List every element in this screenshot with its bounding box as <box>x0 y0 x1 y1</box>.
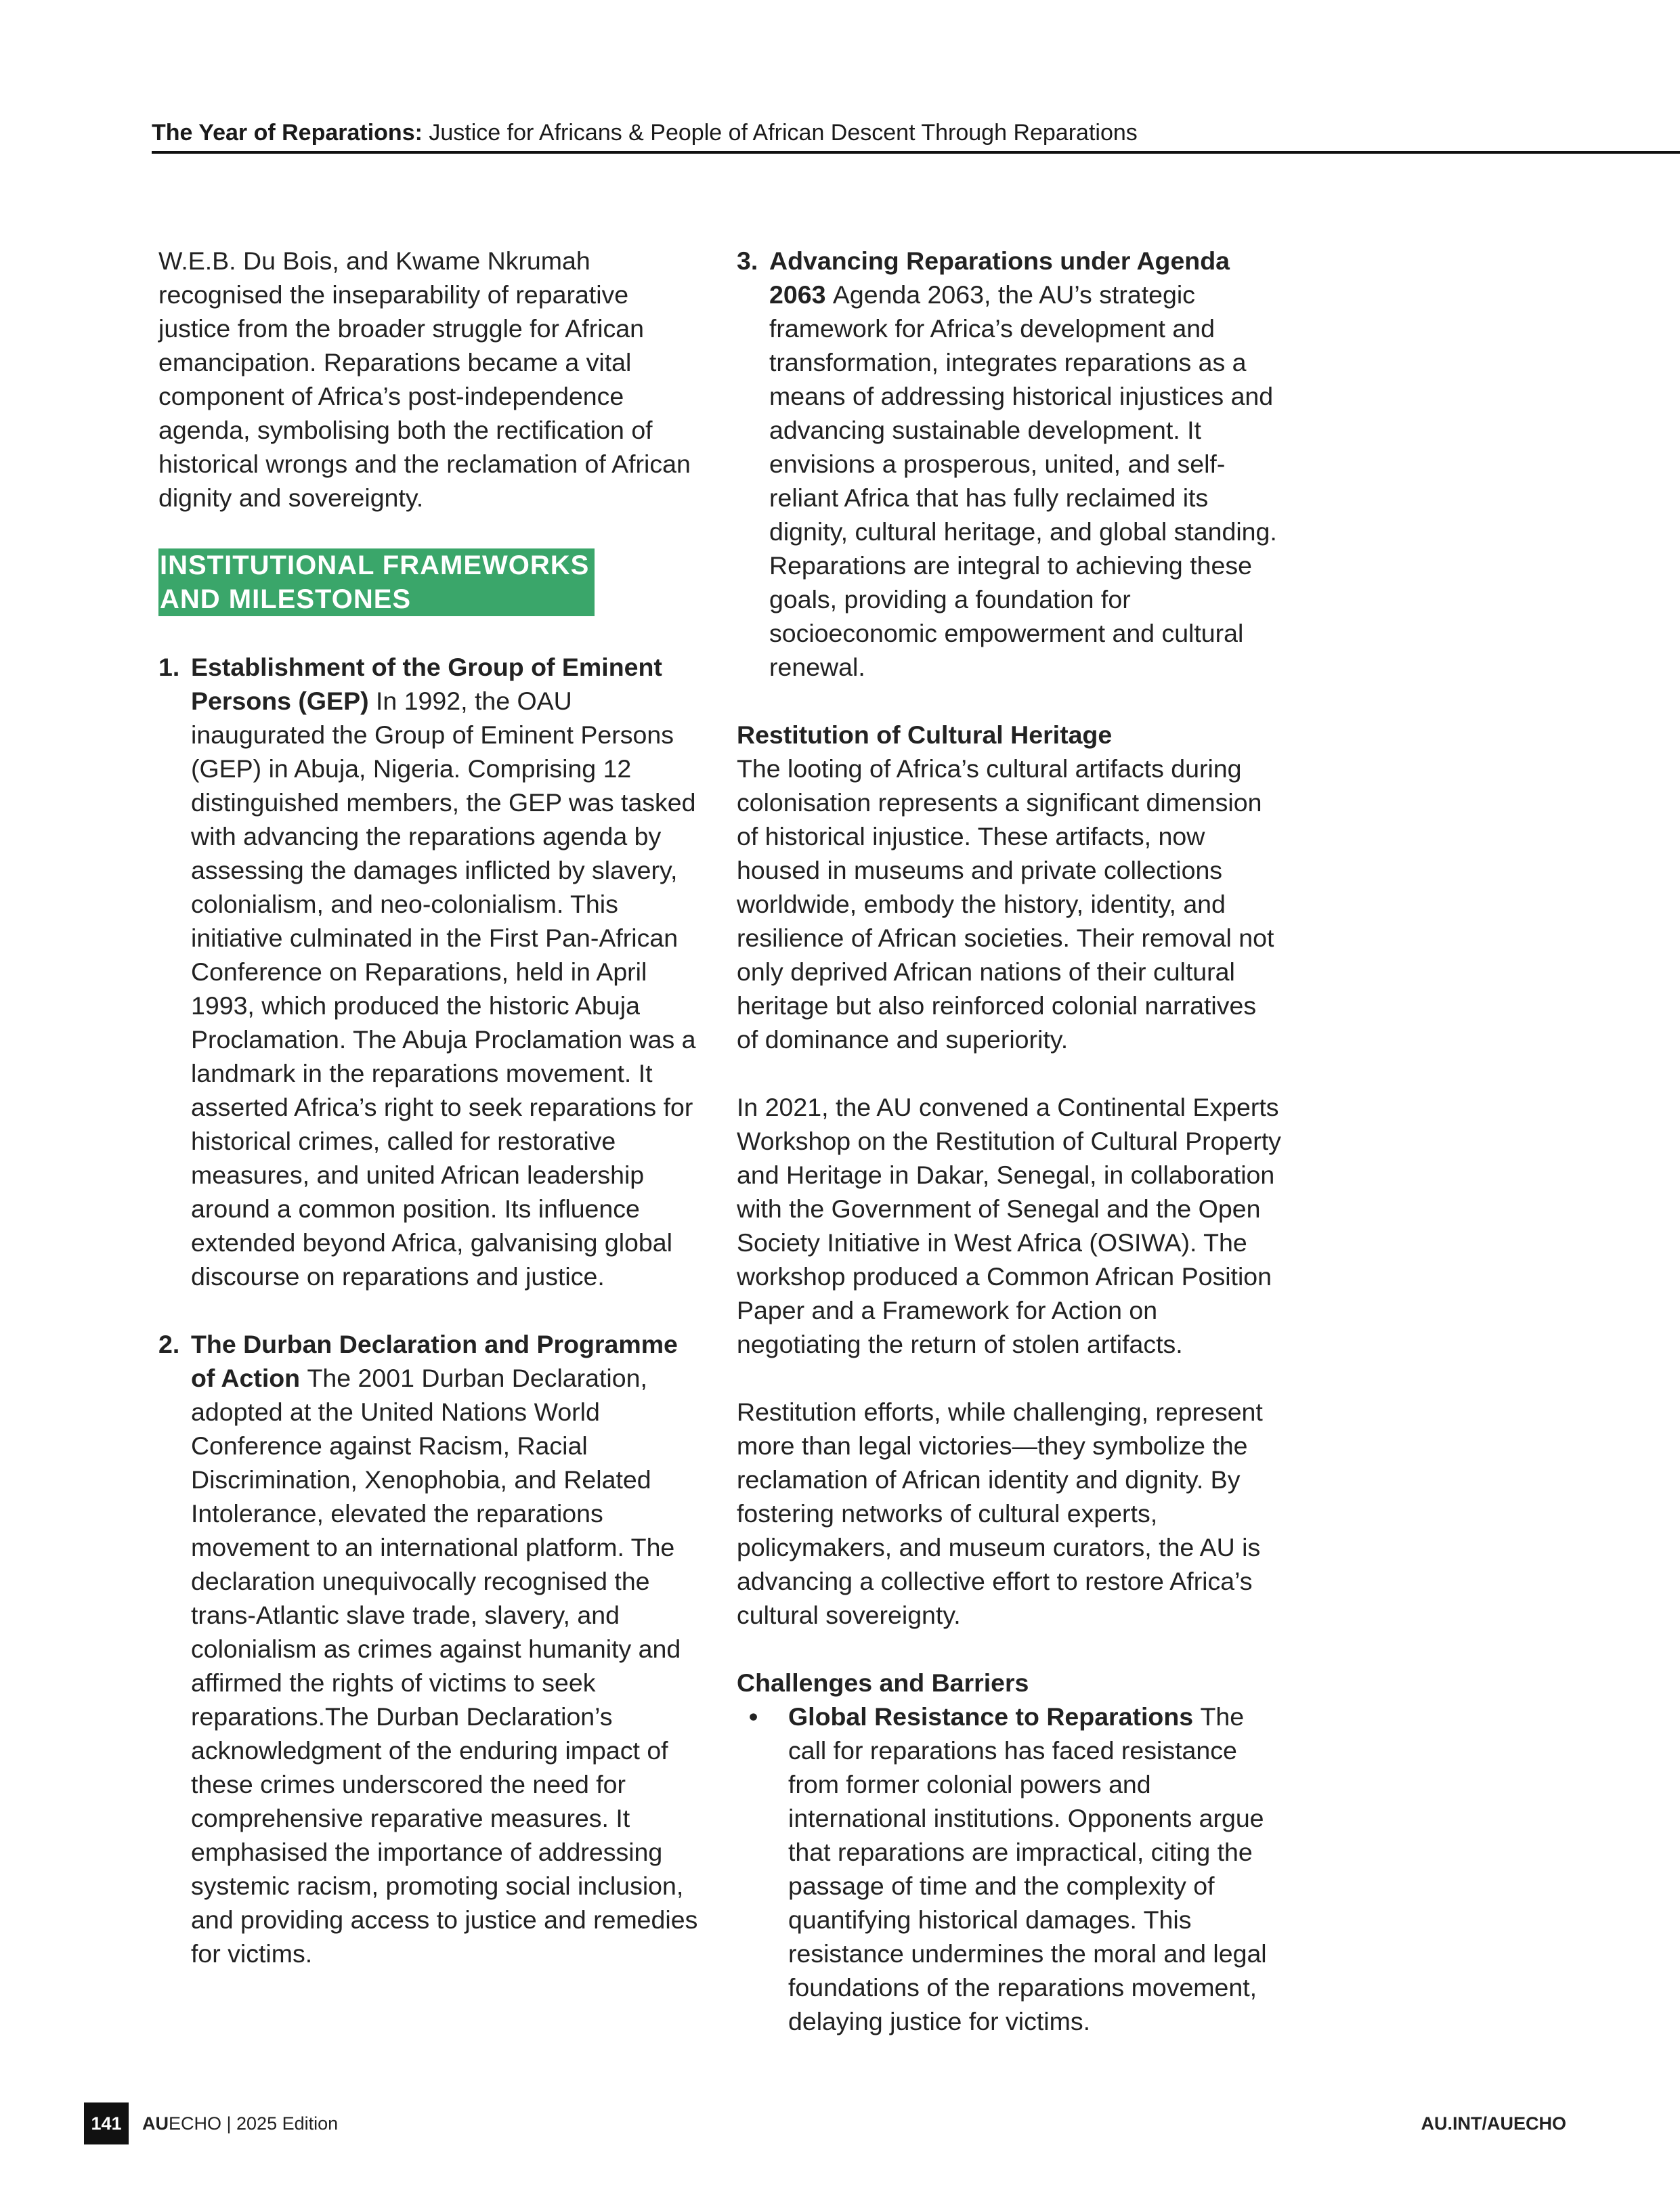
item-title: Advancing Reparations under Agenda 2063 <box>769 246 1230 309</box>
running-header <box>152 116 1680 149</box>
restitution-paragraph-1: The looting of Africa’s cultural artifacts during colonisation represents a significant dimension of historical injustice. These artifacts, now housed in museums and private collections worldwide, embody the history, identity, and resilience of African societies. Their removal not only deprived African nations of their cultural heritage but also reinforced colonial narratives of dominance and superiority. <box>737 754 1274 1054</box>
item-number: 3. <box>737 246 758 275</box>
section-heading <box>158 548 595 616</box>
header-title-bold: The Year of Reparations: <box>152 120 423 146</box>
restitution-heading: Restitution of Cultural Heritage <box>737 720 1113 749</box>
item-text: The 2001 Durban Declaration, adopted at the United Nations World Conference against Racism, Racial Discrimination, Xenophobia, and Related Intolerance, elevated the reparations movement to an international platform. The declaration unequivocally recognised the trans-Atlantic slave trade, slavery, and colonialism as crimes against humanity and affirmed the rights of victims to seek reparations.The Durban Declaration’s acknowledgment of the enduring impact of these crimes underscored the need for comprehensive reparative measures. It emphasised the importance of addressing systemic racism, promoting social inclusion, and providing access to justice and remedies for victims. <box>191 1364 698 1968</box>
bullet-title: Global Resistance to Reparations <box>788 1702 1201 1731</box>
item-text: Agenda 2063, the AU’s strategic framework for Africa’s development and transformation, integrates reparations as a means of addressing historical injustices and advancing sustainable development. It envisions a prosperous, united, and self-reliant Africa that has fully reclaimed its dignity, cultural heritage, and global standing. Reparations are integral to achieving these goals, providing a foundation for socioeconomic empowerment and cultural renewal. <box>769 280 1277 681</box>
restitution-paragraph-2: In 2021, the AU convened a Continental Experts Workshop on the Restitution of Cultural Property and Heritage in Dakar, Senegal, in collaboration with the Government of Senegal and the Open Society Initiative in West Africa (OSIWA). The workshop produced a Common African Position Paper and a Framework for Action on negotiating the return of stolen artifacts. <box>737 1093 1281 1358</box>
challenges-heading: Challenges and Barriers <box>737 1668 1029 1697</box>
item-number: 1. <box>158 653 180 681</box>
bullet-item-1 <box>737 1700 1283 2038</box>
footer-site: AU.INT/AUECHO <box>1421 2113 1566 2134</box>
item-number: 2. <box>158 1330 180 1358</box>
footer-brand-rest: ECHO | 2025 Edition <box>169 2113 339 2134</box>
item-title: Establishment of the Group of Eminent Persons (GEP) <box>191 653 662 715</box>
page-number: 141 <box>84 2102 129 2144</box>
restitution-paragraph-3: Restitution efforts, while challenging, represent more than legal victories—they symbolize the reclamation of African identity and dignity. By fostering networks of cultural experts, policymakers, and museum curators, the AU is advancing a collective effort to restore Africa’s cultural sovereignty. <box>737 1398 1263 1629</box>
item-title: The Durban Declaration and Programme of Action <box>191 1330 678 1392</box>
numbered-item-3 <box>737 244 1283 684</box>
header-rule <box>152 151 1680 154</box>
footer-brand-bold: AU <box>142 2113 169 2134</box>
footer-publication <box>142 2111 338 2136</box>
section-heading-line2: AND MILESTONES <box>160 584 412 614</box>
numbered-item-2 <box>158 1327 704 1970</box>
left-column <box>158 244 704 1970</box>
bullet-icon: • <box>749 1702 758 1731</box>
numbered-item-1 <box>158 650 704 1293</box>
section-heading-line1: INSTITUTIONAL FRAMEWORKS <box>160 551 590 580</box>
item-text: In 1992, the OAU inaugurated the Group of Eminent Persons (GEP) in Abuja, Nigeria. Comprising 12 distinguished members, the GEP was tasked with advancing the reparations agenda by assessing the damages inflicted by slavery, colonialism, and neo-colonialism. This initiative culminated in the First Pan-African Conference on Reparations, held in April 1993, which produced the historic Abuja Proclamation. The Abuja Proclamation was a landmark in the reparations movement. It asserted Africa’s right to seek reparations for historical crimes, called for restorative measures, and united African leadership around a common position. Its influence extended beyond Africa, galvanising global discourse on reparations and justice. <box>191 687 696 1291</box>
bullet-text: The call for reparations has faced resistance from former colonial powers and international institutions. Opponents argue that reparations are impractical, citing the passage of time and the complexity of quantifying historical damages. This resistance undermines the moral and legal foundations of the reparations movement, delaying justice for victims. <box>788 1702 1267 2035</box>
header-title-rest: Justice for Africans & People of African Descent Through Reparations <box>429 120 1138 146</box>
right-column <box>737 244 1283 2038</box>
intro-paragraph: W.E.B. Du Bois, and Kwame Nkrumah recognised the inseparability of reparative justice from the broader struggle for African emancipation. Reparations became a vital component of Africa’s post-independence agenda, symbolising both the rectification of historical wrongs and the reclamation of African dignity and sovereignty. <box>158 246 691 512</box>
